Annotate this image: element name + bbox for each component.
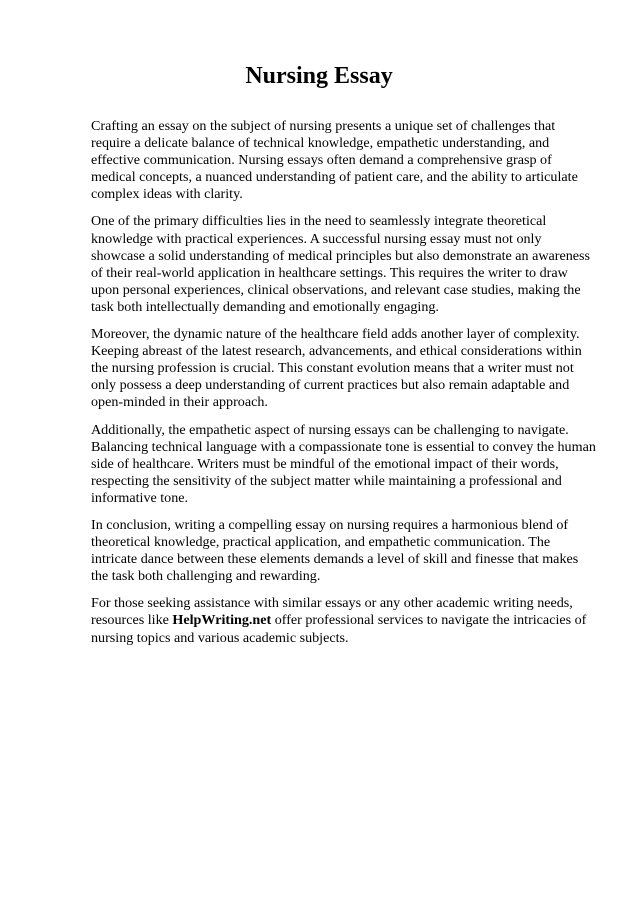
helpwriting-link[interactable]: HelpWriting.net bbox=[172, 612, 272, 629]
page-title: Nursing Essay bbox=[245, 63, 393, 89]
paragraph-5: In conclusion, writing a compelling essay on nursing requires a harmonious blend of theoretical knowledge, practical application, and empathetic communication. The intricate dance between these elements demands a level of skill and finesse that makes the task both challenging and rewarding. bbox=[91, 516, 579, 585]
paragraph-3: Moreover, the dynamic nature of the healthcare field adds another layer of complexity. Keeping abreast of the latest research, advancements, and ethical considerations within the nursing profession is crucial. This constant evolution means that a writer must not only possess a deep understanding of current practices but also remain adaptable and open-minded in their approach. bbox=[91, 326, 582, 411]
paragraph-6 bbox=[91, 595, 597, 646]
paragraph-1: Crafting an essay on the subject of nursing presents a unique set of challenges that require a delicate balance of technical knowledge, empathetic understanding, and effective communication. Nursing essays often demand a comprehensive grasp of medical concepts, a nuanced understanding of patient care, and the ability to articulate complex ideas with clarity. bbox=[91, 118, 578, 203]
paragraph-2: One of the primary difficulties lies in the need to seamlessly integrate theoretical knowledge with practical experiences. A successful nursing essay must not only showcase a solid understanding of medical principles but also demonstrate an awareness of their real-world application in healthcare settings. This requires the writer to draw upon personal experiences, clinical observations, and relevant case studies, making the task both intellectually demanding and emotionally engaging. bbox=[91, 213, 591, 315]
paragraph-6-outro: offer professional services to navigate the intricacies of nursing topics and various academic subjects. bbox=[91, 612, 587, 646]
paragraph-6-intro: For those seeking assistance with similar essays or any other academic writing needs, resources like bbox=[91, 595, 573, 629]
paragraph-4: Additionally, the empathetic aspect of nursing essays can be challenging to navigate. Balancing technical language with a compassionate tone is essential to convey the human side of healthcare. Writers must be mindful of the emotional impact of their words, respecting the sensitivity of the subject matter while maintaining a professional and informative tone. bbox=[91, 421, 596, 506]
essay-body bbox=[91, 118, 597, 657]
